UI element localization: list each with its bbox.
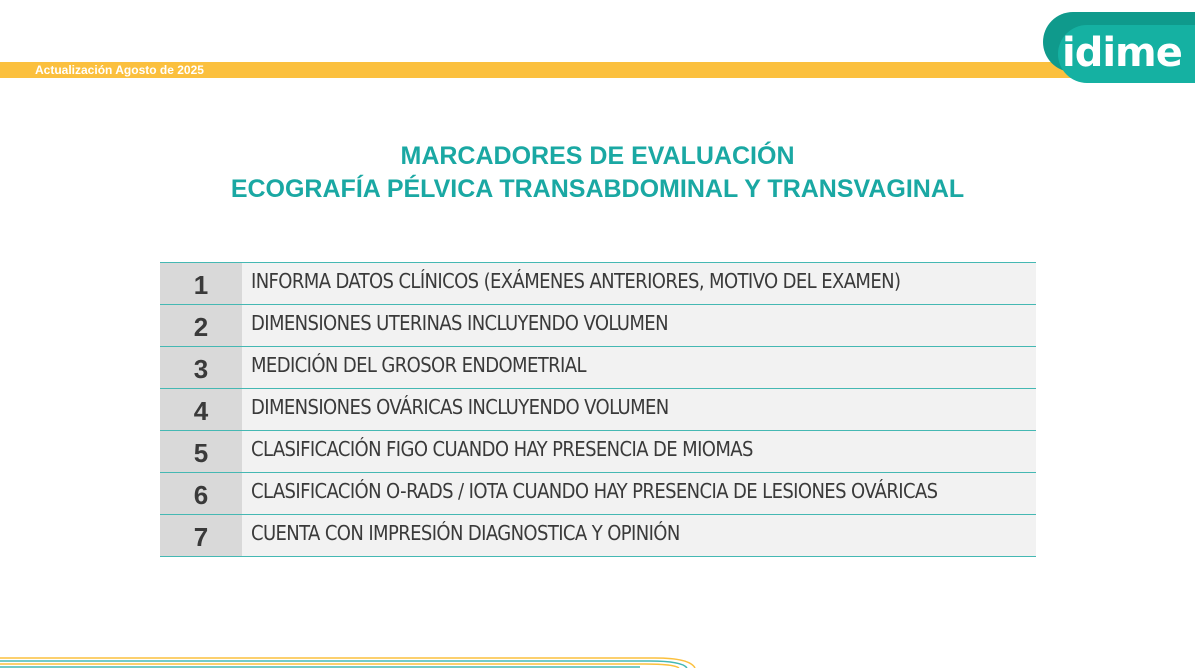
idime-logo: idime <box>1062 30 1182 76</box>
table-row <box>160 263 1036 305</box>
row-number: 1 <box>160 263 242 304</box>
title-line-1: MARCADORES DE EVALUACIÓN <box>400 142 795 170</box>
update-label: Actualización Agosto de 2025 <box>35 63 204 77</box>
row-number: 7 <box>160 515 242 556</box>
title-line-2: ECOGRAFÍA PÉLVICA TRANSABDOMINAL Y TRANSVAGINAL <box>230 175 965 203</box>
table-row <box>160 431 1036 473</box>
row-number: 2 <box>160 305 242 346</box>
row-text: DIMENSIONES UTERINAS INCLUYENDO VOLUMEN <box>242 305 1036 346</box>
row-number: 3 <box>160 347 242 388</box>
table-row <box>160 389 1036 431</box>
row-text: CUENTA CON IMPRESIÓN DIAGNOSTICA Y OPINIÓN <box>242 515 1036 556</box>
table-row <box>160 347 1036 389</box>
row-number: 6 <box>160 473 242 514</box>
row-text: INFORMA DATOS CLÍNICOS (EXÁMENES ANTERIORES, MOTIVO DEL EXAMEN) <box>242 263 1036 304</box>
row-text: DIMENSIONES OVÁRICAS INCLUYENDO VOLUMEN <box>242 389 1036 430</box>
decorative-bottom-lines <box>0 640 700 668</box>
row-number: 4 <box>160 389 242 430</box>
markers-table <box>160 262 1036 557</box>
table-row <box>160 473 1036 515</box>
row-number: 5 <box>160 431 242 472</box>
table-row <box>160 515 1036 557</box>
row-text: CLASIFICACIÓN FIGO CUANDO HAY PRESENCIA DE MIOMAS <box>242 431 1036 472</box>
row-text: CLASIFICACIÓN O-RADS / IOTA CUANDO HAY PRESENCIA DE LESIONES OVÁRICAS <box>242 473 1036 514</box>
row-text: MEDICIÓN DEL GROSOR ENDOMETRIAL <box>242 347 1036 388</box>
table-row <box>160 305 1036 347</box>
page-title <box>0 140 1195 206</box>
